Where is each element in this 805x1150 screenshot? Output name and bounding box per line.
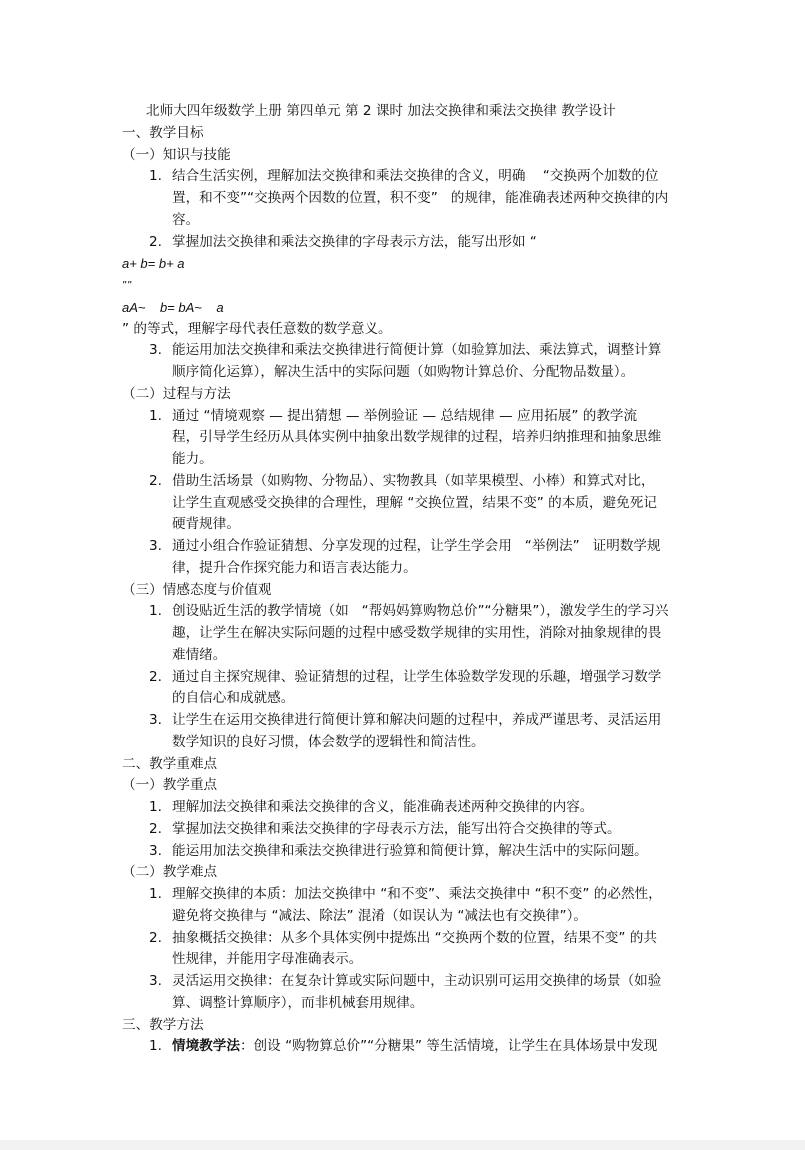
item-number: 2. <box>149 233 162 250</box>
list-item <box>122 166 692 231</box>
item-text: 数学知识的良好习惯，体会数学的逻辑性和简洁性。 <box>172 733 485 750</box>
item-number: 3. <box>149 538 162 554</box>
method-name: 情境教学法 <box>172 1038 240 1055</box>
list-item <box>122 884 692 928</box>
document-title: 北师大四年级数学上册 第四单元 第 2 课时 加法交换律和乘法交换律 教学设计 <box>146 103 616 119</box>
item-line <box>122 667 692 689</box>
list-item <box>122 471 692 536</box>
list-item <box>122 971 692 1015</box>
list-item <box>122 340 692 384</box>
item-text: 抽象概括交换律：从多个具体实例中提炼出 “交换两个数的位置，结果不变” 的共 <box>172 929 657 946</box>
item-line <box>122 971 692 993</box>
item-text: 趣，让学生在解决实际问题的过程中感受数学规律的实用性，消除对抽象规律的畏 <box>172 625 662 641</box>
item-text: ：创设 “购物算总价”“分糖果” 等生活情境，让学生在具体场景中发现 <box>239 1038 658 1055</box>
section-heading: 三、教学方法 <box>122 1016 204 1033</box>
item-text: 通过 “情境观察 — 提出猜想 — 举例验证 — 总结规律 — 应用拓展” 的教学流 <box>172 407 638 424</box>
item-text: 容。 <box>172 211 200 228</box>
subsection-heading: （一）知识与技能 <box>122 146 231 163</box>
item-text: 理解交换律的本质：加法交换律中 “和不变”、乘法交换律中 “积不变” 的必然性， <box>172 886 662 902</box>
item-number: 3. <box>149 973 162 989</box>
item-text: 灵活运用交换律：在复杂计算或实际问题中，主动识别可运用交换律的场景（如验 <box>172 973 662 989</box>
item-text: 能运用加法交换律和乘法交换律进行验算和简便计算，解决生活中的实际问题。 <box>172 842 648 859</box>
item-number: 2. <box>149 929 162 946</box>
item-line <box>122 471 692 493</box>
list-item <box>122 710 692 754</box>
item-text: 掌握加法交换律和乘法交换律的字母表示方法，能写出符合交换律的等式。 <box>172 820 621 837</box>
item-text: 算、调整计算顺序），而非机械套用规律。 <box>172 994 424 1011</box>
item-number: 1. <box>149 886 162 902</box>
item-text: 创设贴近生活的教学情境（如 “帮妈妈算购物总价”“分糖果”），激发学生的学习兴 <box>172 603 669 620</box>
item-number: 3. <box>149 712 162 728</box>
item-number: 2. <box>149 472 162 489</box>
list-item <box>122 536 692 580</box>
item-text: 通过小组合作验证猜想、分享发现的过程，让学生学会用 “举例法” 证明数学规 <box>172 538 661 554</box>
item-text: 置，和不变”“交换两个因数的位置，积不变” 的规律，能准确表述两种交换律的内 <box>172 190 669 206</box>
item-number: 3. <box>149 342 162 359</box>
item-line <box>122 841 692 863</box>
item-text: 能力。 <box>172 451 213 467</box>
item-text: ” 的等式，理解字母代表任意数的数学意义。 <box>122 320 392 337</box>
item-line <box>122 710 692 732</box>
item-number: 1. <box>149 799 162 815</box>
item-number: 2. <box>149 668 162 685</box>
item-line <box>122 406 692 428</box>
quote-marks: ”” <box>122 280 133 291</box>
item-number: 1. <box>149 168 162 185</box>
item-text: 借助生活场景（如购物、分物品）、实物教具（如苹果模型、小棒）和算式对比， <box>172 472 655 489</box>
formula-multiplication: aA~ b= bA~ a <box>122 299 224 315</box>
list-item <box>122 819 692 841</box>
list-item <box>122 1036 692 1058</box>
list-item <box>122 406 692 471</box>
item-number: 2. <box>149 820 162 837</box>
item-text: 理解加法交换律和乘法交换律的含义，能准确表述两种交换律的内容。 <box>172 799 594 815</box>
list-item <box>122 928 692 972</box>
item-number: 1. <box>149 603 162 620</box>
list-item <box>122 601 692 666</box>
item-line <box>122 797 692 819</box>
formula-addition: a+ b= b+ a <box>122 256 185 272</box>
document-body <box>122 101 692 1058</box>
item-line <box>122 601 692 623</box>
item-text: 掌握加法交换律和乘法交换律的字母表示方法，能写出形如 “ <box>172 233 537 250</box>
item-text: 让学生在运用交换律进行简便计算和解决问题的过程中，养成严谨思考、灵活运用 <box>172 712 662 728</box>
item-line <box>122 536 692 558</box>
item-text: 顺序简化运算），解决生活中的实际问题（如购物计算总价、分配物品数量）。 <box>172 364 635 380</box>
subsection-heading: （三）情感态度与价值观 <box>122 581 272 598</box>
item-text: 的自信心和成就感。 <box>172 690 295 707</box>
item-number: 3. <box>149 842 162 859</box>
item-text: 让学生直观感受交换律的合理性，理解 “交换位置，结果不变” 的本质，避免死记 <box>172 494 657 511</box>
item-text: 结合生活实例，理解加法交换律和乘法交换律的含义，明确 “交换两个加数的位 <box>172 168 659 185</box>
list-item <box>122 841 692 863</box>
list-item <box>122 797 692 819</box>
subsection-heading: （二）教学难点 <box>122 864 218 881</box>
section-heading: 一、教学目标 <box>122 124 204 141</box>
list-item <box>122 667 692 711</box>
item-line <box>122 884 692 906</box>
item-text: 硬背规律。 <box>172 516 240 533</box>
item-text: 难情绪。 <box>172 646 227 663</box>
section-heading: 二、教学重难点 <box>122 755 218 772</box>
item-line <box>122 928 692 950</box>
item-text: 避免将交换律与 “减法、除法” 混淆（如误认为 “减法也有交换律”）。 <box>172 907 587 924</box>
subsection-heading: （一）教学重点 <box>122 777 218 794</box>
item-text: 程，引导学生经历从具体实例中抽象出数学规律的过程，培养归纳推理和抽象思维 <box>172 429 662 446</box>
item-text: 律，提升合作探究能力和语言表达能力。 <box>172 559 417 576</box>
item-number: 1. <box>149 407 162 424</box>
item-number: 1. <box>149 1038 162 1055</box>
item-text: 通过自主探究规律、验证猜想的过程，让学生体验数学发现的乐趣，增强学习数学 <box>172 668 662 685</box>
item-text: 性规律，并能用字母准确表示。 <box>172 951 363 968</box>
item-text: 能运用加法交换律和乘法交换律进行简便计算（如验算加法、乘法算式，调整计算 <box>172 342 662 359</box>
subsection-heading: （二）过程与方法 <box>122 385 231 402</box>
list-item <box>122 232 692 254</box>
item-line <box>122 819 692 841</box>
